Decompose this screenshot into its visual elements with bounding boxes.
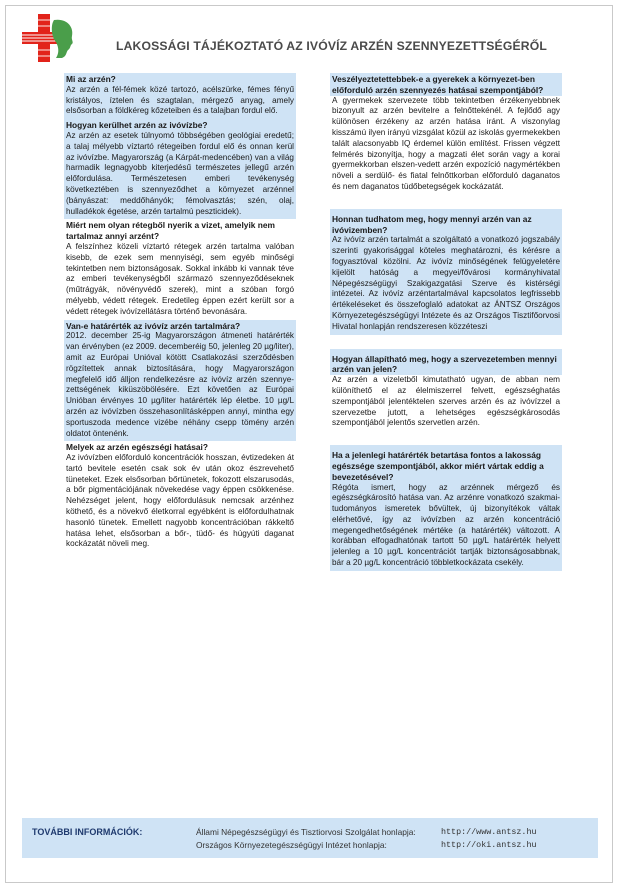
section-how-arsenic-gets-in: [64, 119, 296, 219]
question: Hogyan állapítható meg, hogy a szervezetemben mennyi arzén van jelen?: [330, 353, 562, 376]
answer: Az ivóvízben előforduló koncentrációk hosszan, évtizedeken át tartó bevitele esetén csak sok év után okoz észrevehető tüneteket. Ezek elsősorban bőrtünetek, fokozott elszarusodás, a bőr pigmentációjának növekedése vagy éppen csökkenése. Nehézséget jelent, hogy előfordulásuk nemcsak arzénhez köthető, és a növekvő életkorral egyébként is előfordulhatnak hasonló tünetek. Emellett nagyobb koncentrációban rákkeltő hatása lehet, elsősorban a bőr-, tüdő- és húgyúti daganat kockázatát növeli meg.: [66, 453, 294, 549]
question: Van-e határérték az ivóvíz arzén tartalmára?: [64, 320, 296, 332]
footer-link[interactable]: http://oki.antsz.hu: [441, 840, 537, 850]
page-title: LAKOSSÁGI TÁJÉKOZTATÓ AZ IVÓVÍZ ARZÉN SZENNYEZETTSÉGÉRŐL: [116, 39, 547, 53]
section-limit-value: [64, 320, 296, 442]
question: Hogyan kerülhet arzén az ivóvízbe?: [64, 119, 296, 131]
question: Honnan tudhatom meg, hogy mennyi arzén van az ivóvizemben?: [330, 213, 562, 236]
section-health-effects: [64, 441, 296, 552]
answer: Az arzén a vizeletből kimutatható ugyan, de abban nem különíthető el az élelmiszerrel felvett, egészséghatás szempontjából jelentéktelen szerves arzén és az ivóvízzel a szervezetbe jutott, a lehetséges egészségkárosodás szempontjából jelentős szervetlen arzén.: [332, 375, 560, 428]
question: Ha a jelenlegi határérték betartása fontos a lakosság egészsége szempontjából, akkor miért vártak eddig a bevezetésével?: [330, 449, 562, 482]
footer-more-info: [22, 818, 598, 858]
section-what-is-arsenic: [64, 73, 296, 119]
section-children-risk: [330, 73, 562, 195]
section-why-waited: [330, 449, 562, 571]
antsz-logo: [22, 12, 78, 64]
footer-source: Országos Környezetegészségügyi Intézet honlapja:: [196, 840, 387, 850]
answer: 2012. december 25-ig Magyarországon átmeneti határérték van érvényben (ez 2009. decemberéig 50, jelenleg 20 µg/liter), amit az Európai Unióval kötött Csatlakozási szerződésben rögzítettek annak biztosítására, hogy Magyarországon megfelelő idő álljon rendelkezésre az ivóvíz arzén szennye-zettségének kiküszöbölésére. Ezt követően az Európai Unióban érvényes 10 µg/liter határérték lép életbe. 10 µg/L arzén az ivóvízben összehasonlításképpen annyi, mintha egy sportuszoda medence vizébe néhány csepp tömény arzén oldatot öntenénk.: [64, 331, 296, 441]
footer-source: Állami Népegészségügyi és Tisztiorvosi Szolgálat honlapja:: [196, 827, 416, 837]
answer: Az arzén az esetek túlnyomó többségében geológiai eredetű; a talaj mélyebb víztartó rétegeiben fordul elő és onnan kerül az ivóvízbe. Magyarország (a Kárpát-medencében) van a világ harmadik legnagyobb kiterjedésű természetes jellegű arzén előfordulása. Természetesen emberi tevékenység következtében is szennyeződhet a környezet arzénnel (bányászat: meddőhányók; fémolvasztás; szén, olaj, hulladékok égetése, arzén tartalmú peszticidek).: [64, 131, 296, 219]
answer: Régóta ismert, hogy az arzénnek mérgező és egészségkárosító hatása van. Az arzénre vonatkozó szakmai-tudományos ismeretek bővültek, új bizonyítékok váltak elérhetővé, így az ivóvízben az arzén koncentráció megengedhetőségének mértéke (a határérték) változott. A korábban elfogadhatónak tartott 50 µg/L határérték helyett jelenleg a 10 µg/L koncentrációt tartják biztonságosabbnak, bár a 20 µg/L koncentráció többletkockázata csekély.: [330, 483, 562, 571]
question: Melyek az arzén egészségi hatásai?: [66, 442, 208, 453]
left-column: [64, 73, 296, 552]
section-how-to-know: [330, 213, 562, 335]
answer: Az ivóvíz arzén tartalmát a szolgáltató a vonatkozó jogszabály szerinti gyakorisággal köteles meghatározni, és kérésre a fogyasztóval közölni. Az ivóvíz minőségének felügyeletére kijelölt hatóság a megyei/fővárosi kormányhivatal Népegészségügyi Szakigazgatási Szerve és kistérségi intézetei. Az ivóvíz arzéntartalmával kapcsolatos legfrissebb értékeléseket és összefoglaló adatokat az ÁNTSZ Országos Környezetegészségügyi Intézete és az Országos Tisztifőorvosi Hivatal honlapján rendszeresen közzéteszi: [330, 235, 562, 334]
right-column: [330, 73, 562, 571]
question: Miért nem olyan rétegből nyerik a vizet, amelyik nem tartalmaz annyi arzént?: [66, 220, 275, 242]
question: Veszélyeztetettebbek-e a gyerekek a környezet-ben előforduló arzén szennyezés hatásai szempontjából?: [330, 73, 562, 96]
answer: A gyermekek szervezete több tekintetben érzékenyebbnek bizonyult az arzén bevitelre a felnőttekénél. A fejlődő agy különösen érzékeny az arzén hatása iránt. A viszonylag kisszámú ilyen irányú vizsgálat közül az iskolás gyermekekben talált alacsonyabb IQ érdemel külön említést. Frissen végzett felmérés bizonyítja, hogy a magzati élet során vagy a korai gyermekkorban elszen-vedett arzén expozíció nagymértékben növeli a serdülő- és fiatal felnőttkorban előforduló daganatos és nem daganatos tüdőbetegségek kockázatát.: [332, 95, 560, 191]
question: Mi az arzén?: [64, 73, 296, 85]
answer: Az arzén a fél-fémek közé tartozó, acélszürke, fémes fényű kristályos, íztelen és szagtalan, mérgező anyag, amely elsősorban a földkéreg kőzeteiben és a talajban fordul elő.: [64, 85, 296, 119]
section-body-arsenic: [330, 353, 562, 432]
footer-label: TOVÁBBI INFORMÁCIÓK:: [32, 827, 143, 837]
section-why-not-other-layer: [64, 219, 296, 319]
answer: A felszínhez közeli víztartó rétegek arzén tartalma valóban kisebb, de ezek sem mennyiségi, sem egyéb minőségi tekintetben nem biztonságosak. Sokkal inkább ki vannak téve az emberi tevékenységből származó szennyeződéseknek (műtrágyák, növényvédő szerek), mint a szóban forgó mélyebb, védett rétegek. Eredetileg éppen ezért került sor a védett rétegek ivóvízellátásra történő bevonására.: [66, 241, 294, 316]
footer-link[interactable]: http://www.antsz.hu: [441, 827, 537, 837]
